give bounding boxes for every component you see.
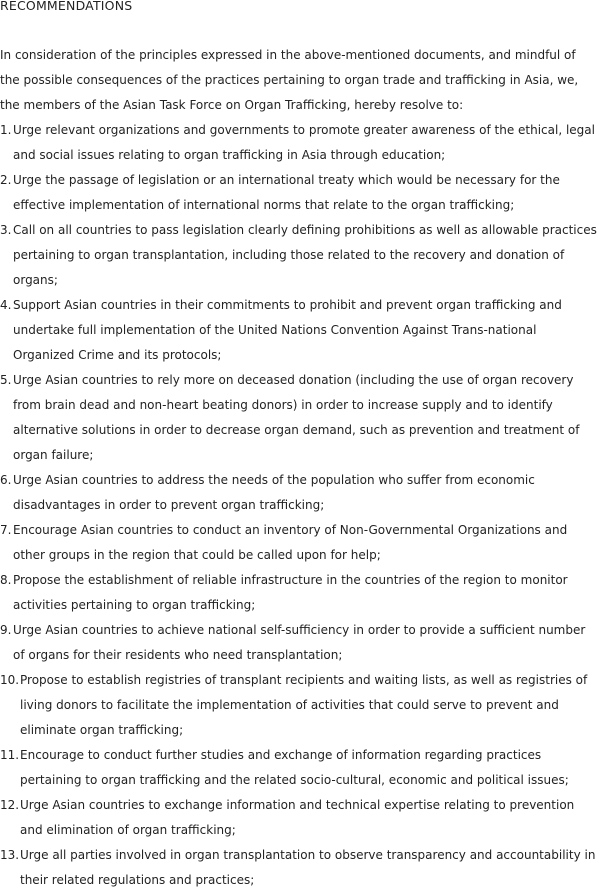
item-number: 10. [0, 673, 20, 687]
item-text: Propose the establishment of reliable infrastructure in the countries of the region to monitor activities pertaining to organ trafficking; [13, 573, 568, 612]
item-number: 6. [0, 473, 12, 487]
list-item [0, 668, 600, 743]
list-item [0, 743, 600, 793]
item-text: Encourage Asian countries to conduct an inventory of Non-Governmental Organizations and other groups in the region that could be called upon for help; [13, 523, 568, 562]
item-text: Propose to establish registries of transplant recipients and waiting lists, as well as registries of living donors to facilitate the implementation of activities that could serve to prevent and eliminate organ trafficking; [20, 673, 588, 737]
item-number: 7. [0, 523, 12, 537]
document-body [0, 43, 600, 893]
item-number: 2. [0, 173, 12, 187]
list-item [0, 618, 600, 668]
item-number: 13. [0, 848, 20, 862]
list-item [0, 793, 600, 843]
list-item [0, 843, 600, 893]
item-text: Support Asian countries in their commitments to prohibit and prevent organ trafficking and undertake full implementation of the United Nations Convention Against Trans-national Organized Crime and its protocols; [13, 298, 562, 362]
list-item [0, 518, 600, 568]
list-item [0, 468, 600, 518]
list-item [0, 293, 600, 368]
item-number: 8. [0, 573, 12, 587]
list-item [0, 568, 600, 618]
item-number: 9. [0, 623, 12, 637]
section-heading: RECOMMENDATIONS [0, 0, 133, 13]
item-text: Urge all parties involved in organ transplantation to observe transparency and accountability in their related regulations and practices; [20, 848, 596, 887]
item-text: Urge Asian countries to rely more on deceased donation (including the use of organ recovery from brain dead and non-heart beating donors) in order to increase supply and to identify alternative solutions in order to decrease organ demand, such as prevention and treatment of organ failure; [13, 373, 580, 462]
list-item [0, 118, 600, 168]
intro-paragraph: In consideration of the principles expressed in the above-mentioned documents, and mindful of the possible consequences of the practices pertaining to organ trade and trafficking in Asia, we, the members of the Asian Task Force on Organ Trafficking, hereby resolve to: [0, 48, 579, 112]
item-number: 11. [0, 748, 20, 762]
item-number: 5. [0, 373, 12, 387]
item-text: Urge relevant organizations and governments to promote greater awareness of the ethical, legal and social issues relating to organ trafficking in Asia through education; [13, 123, 595, 162]
item-number: 12. [0, 798, 20, 812]
recommendations-list [0, 118, 600, 893]
item-text: Urge Asian countries to exchange information and technical expertise relating to prevention and elimination of organ trafficking; [20, 798, 575, 837]
list-item [0, 218, 600, 293]
item-text: Call on all countries to pass legislation clearly defining prohibitions as well as allowable practices pertaining to organ transplantation, including those related to the recovery and donation of organs; [13, 223, 597, 287]
item-number: 1. [0, 123, 12, 137]
item-text: Urge Asian countries to address the needs of the population who suffer from economic disadvantages in order to prevent organ trafficking; [13, 473, 535, 512]
item-number: 4. [0, 298, 12, 312]
list-item [0, 368, 600, 468]
item-number: 3. [0, 223, 12, 237]
item-text: Urge the passage of legislation or an international treaty which would be necessary for the effective implementation of international norms that relate to the organ trafficking; [13, 173, 560, 212]
item-text: Urge Asian countries to achieve national self-sufficiency in order to provide a sufficient number of organs for their residents who need transplantation; [13, 623, 586, 662]
list-item [0, 168, 600, 218]
item-text: Encourage to conduct further studies and exchange of information regarding practices pertaining to organ trafficking and the related socio-cultural, economic and political issues; [20, 748, 569, 787]
